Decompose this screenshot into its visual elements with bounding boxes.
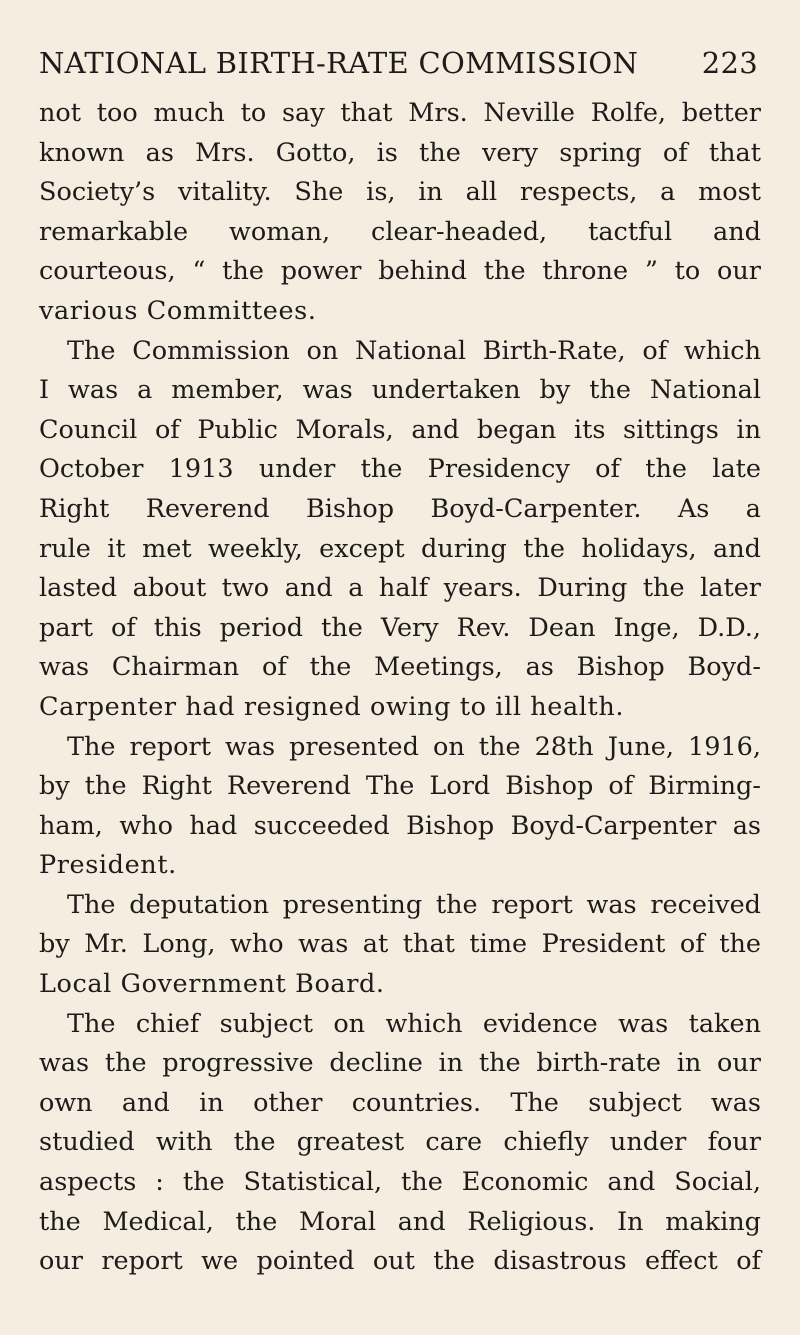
running-title: NATIONAL BIRTH-RATE COMMISSION <box>39 46 639 80</box>
text-line: by Mr. Long, who was at that time President of the <box>39 929 761 960</box>
text-line: rule it met weekly, except during the holidays, and <box>39 533 761 564</box>
text-line: by the Right Reverend The Lord Bishop of Birming- <box>39 771 761 802</box>
running-header <box>39 44 758 82</box>
text-line: Council of Public Morals, and began its sittings in <box>39 414 761 445</box>
text-line: President. <box>39 850 177 881</box>
text-line: Carpenter had resigned owing to ill health. <box>39 691 625 722</box>
text-line: various Committees. <box>39 295 317 326</box>
text-line: known as Mrs. Gotto, is the very spring of that <box>39 137 761 168</box>
text-line: The deputation presenting the report was received <box>67 889 761 920</box>
page-number: 223 <box>701 46 758 80</box>
text-line: The chief subject on which evidence was taken <box>67 1008 761 1039</box>
text-line: Local Government Board. <box>39 969 385 1000</box>
text-line: October 1913 under the Presidency of the late <box>39 454 761 485</box>
text-line: ham, who had succeeded Bishop Boyd-Carpenter as <box>39 810 761 841</box>
text-line: Right Reverend Bishop Boyd-Carpenter. As a <box>39 493 761 524</box>
text-line: Society’s vitality. She is, in all respects, a most <box>39 177 761 208</box>
text-line: The Commission on National Birth-Rate, of which <box>67 335 761 366</box>
text-line: I was a member, was undertaken by the National <box>39 375 761 406</box>
text-line: was Chairman of the Meetings, as Bishop Boyd- <box>39 652 761 683</box>
text-line: the Medical, the Moral and Religious. In making <box>39 1206 761 1237</box>
text-line: own and in other countries. The subject was <box>39 1087 761 1118</box>
text-line: The report was presented on the 28th June, 1916, <box>67 731 761 762</box>
text-line: part of this period the Very Rev. Dean Inge, D.D., <box>39 612 761 643</box>
text-line: lasted about two and a half years. During the later <box>39 573 761 604</box>
text-line: courteous, “ the power behind the throne ” to our <box>39 256 761 287</box>
text-line: aspects : the Statistical, the Economic and Social, <box>39 1167 761 1198</box>
text-line: not too much to say that Mrs. Neville Rolfe, better <box>39 98 761 128</box>
text-line: studied with the greatest care chiefly under four <box>39 1127 761 1158</box>
text-line: was the progressive decline in the birth-rate in our <box>39 1048 761 1079</box>
text-line: our report we pointed out the disastrous effect of <box>39 1246 761 1277</box>
body-text <box>39 94 761 1282</box>
text-line: remarkable woman, clear-headed, tactful and <box>39 216 761 247</box>
